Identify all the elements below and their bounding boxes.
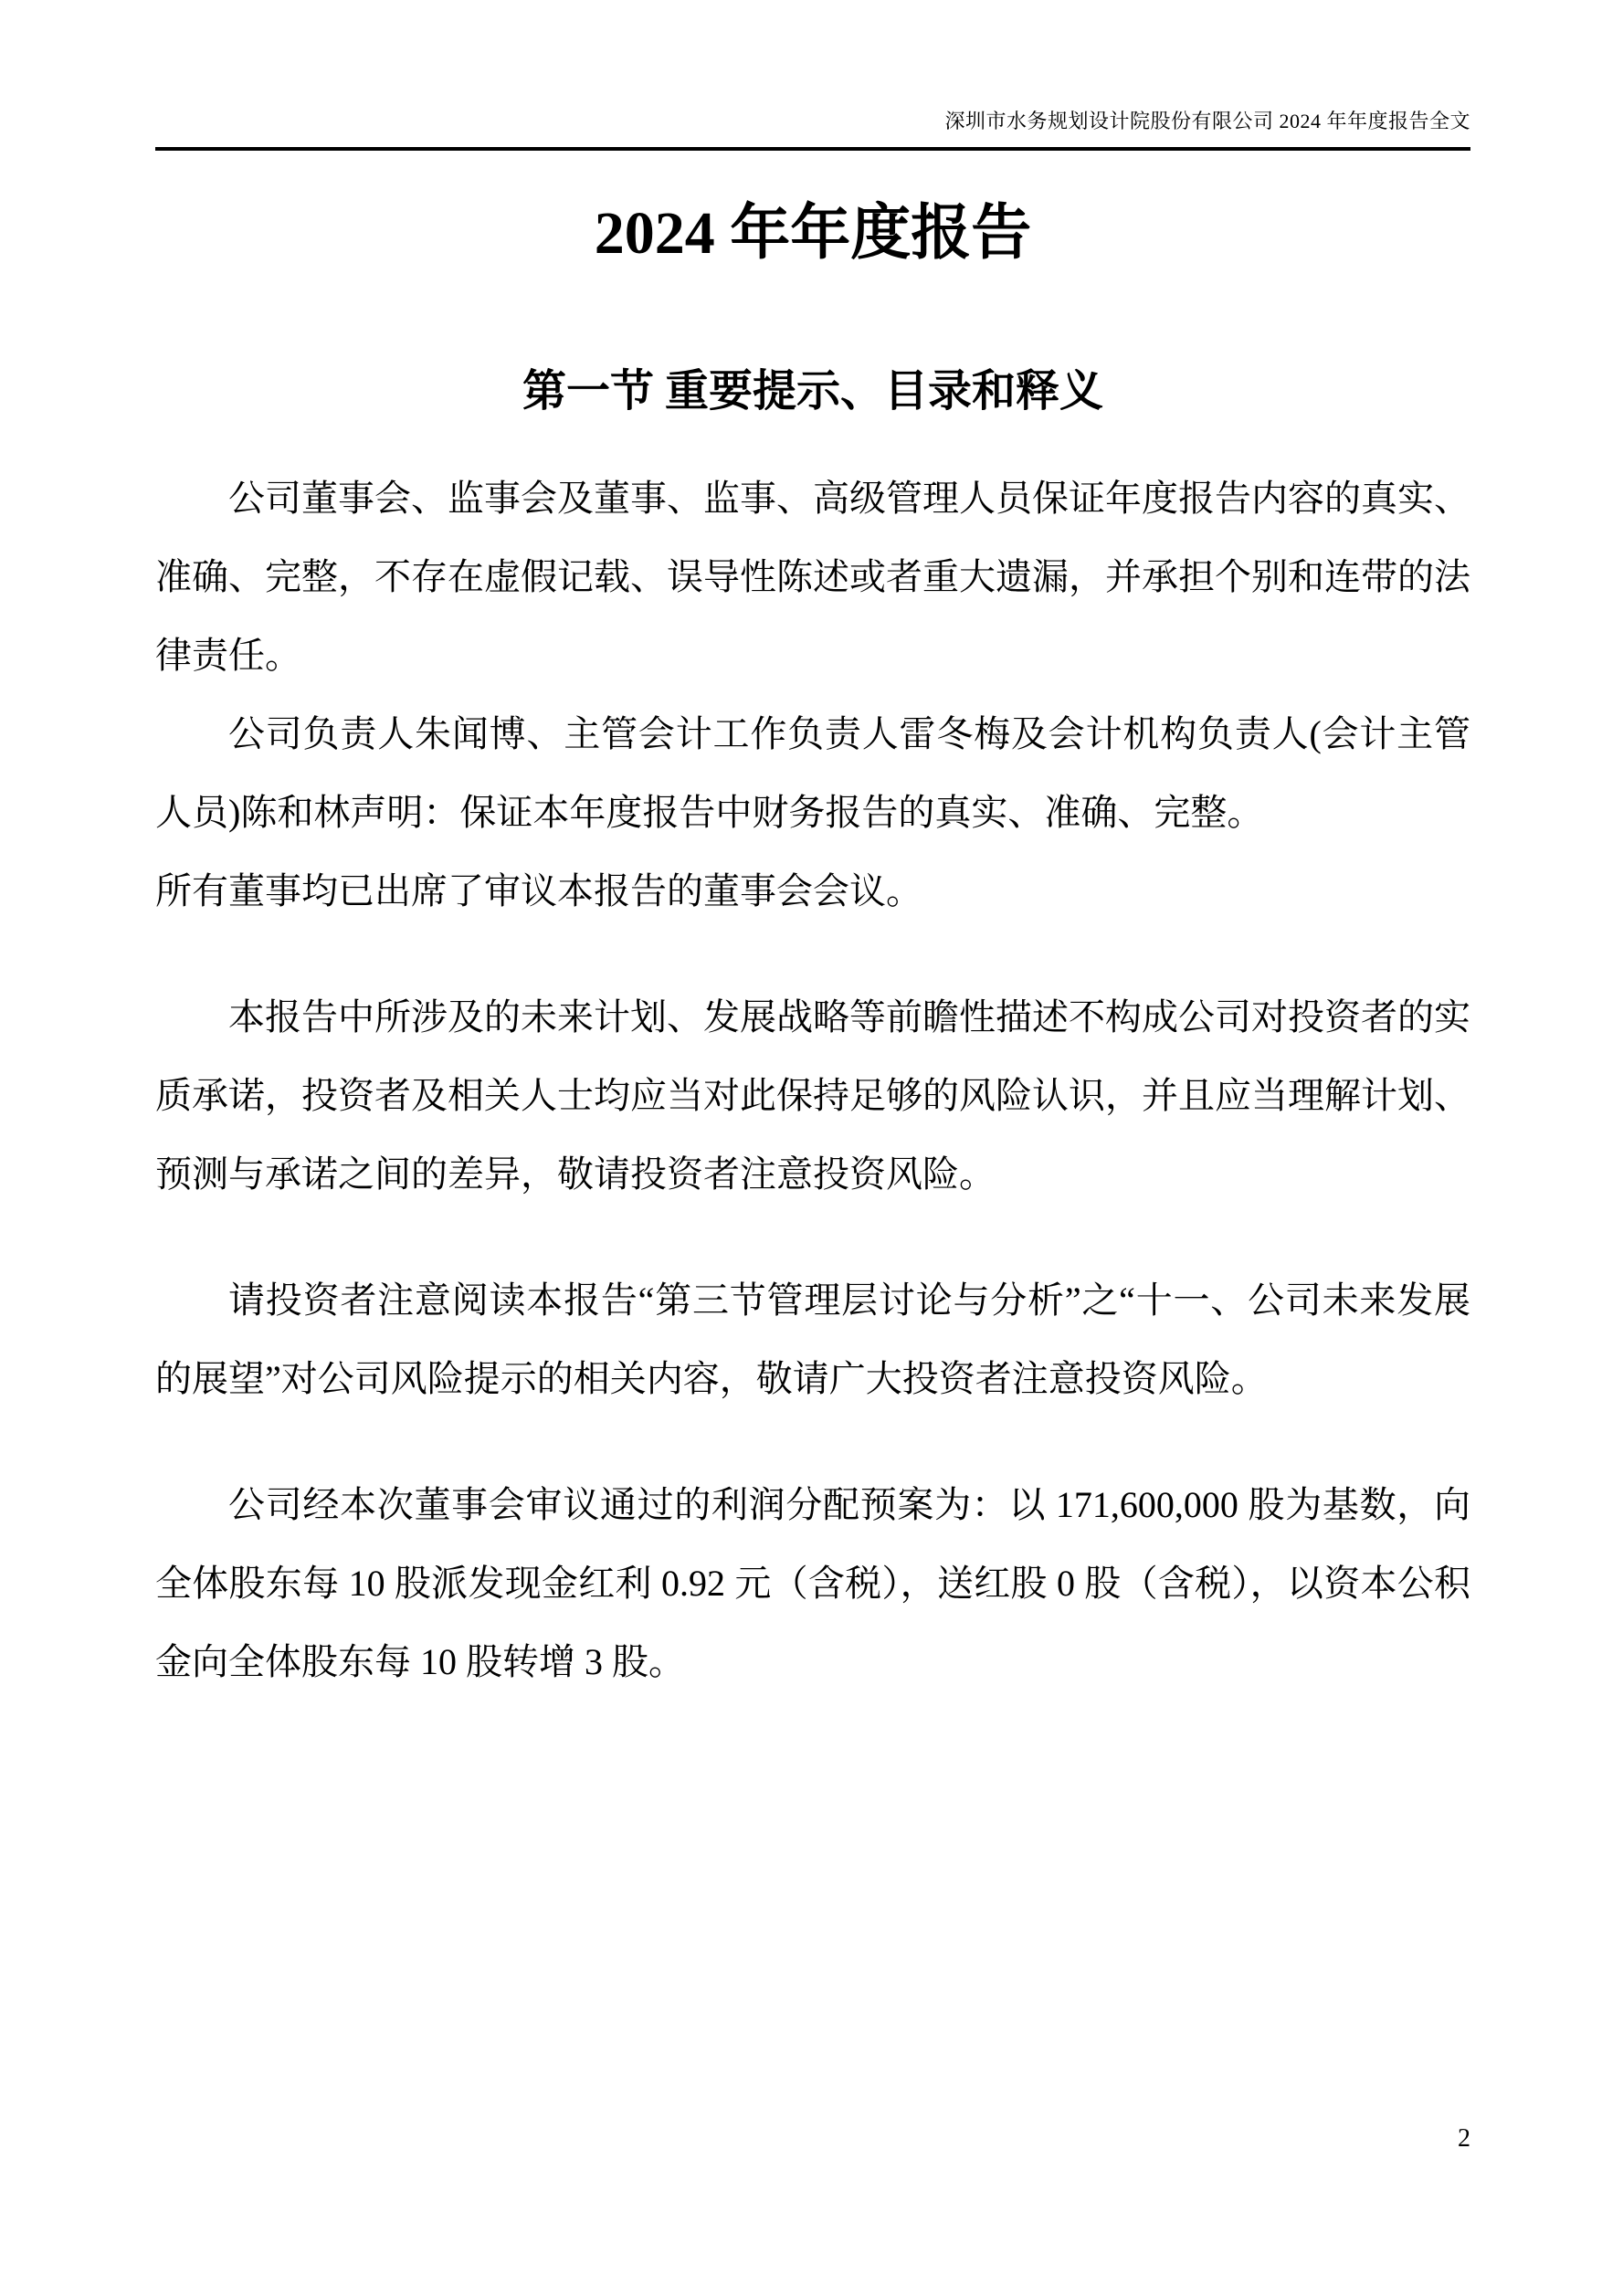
section-heading: 第一节 重要提示、目录和释义 [522, 366, 1103, 416]
paragraph-responsible-persons: 公司负责人朱闻博、主管会计工作负责人雷冬梅及会计机构负责人(会计主管人员)陈和林声明：保证本年度报告中财务报告的真实、准确、完整。 [155, 712, 1470, 833]
paragraph-forward-looking: 本报告中所涉及的未来计划、发展战略等前瞻性描述不构成公司对投资者的实质承诺，投资者及相关人士均应当对此保持足够的风险认识，并且应当理解计划、预测与承诺之间的差异，敬请投资者注意投资风险。 [155, 995, 1470, 1195]
paragraph-directors-attendance: 所有董事均已出席了审议本报告的董事会会议。 [155, 869, 922, 911]
page-header: 深圳市水务规划设计院股份有限公司 2024 年年度报告全文 [944, 110, 1470, 132]
report-title: 2024 年年度报告 [594, 199, 1032, 267]
paragraph-board-guarantee: 公司董事会、监事会及董事、监事、高级管理人员保证年度报告内容的真实、准确、完整，不存在虚假记载、误导性陈述或者重大遗漏，并承担个别和连带的法律责任。 [155, 477, 1470, 676]
paragraph-risk-reminder: 请投资者注意阅读本报告“第三节管理层讨论与分析”之“十一、公司未来发展的展望”对公司风险提示的相关内容，敬请广大投资者注意投资风险。 [155, 1279, 1470, 1399]
paragraph-profit-distribution: 公司经本次董事会审议通过的利润分配预案为：以 171,600,000 股为基数，向全体股东每 10 股派发现金红利 0.92 元（含税），送红股 0 股（含税），以资本公积金向全体股东每 10 股转增 3 股。 [155, 1483, 1470, 1682]
header-divider [155, 147, 1470, 151]
document-body [155, 459, 1470, 1701]
page-number: 2 [1458, 2124, 1470, 2153]
